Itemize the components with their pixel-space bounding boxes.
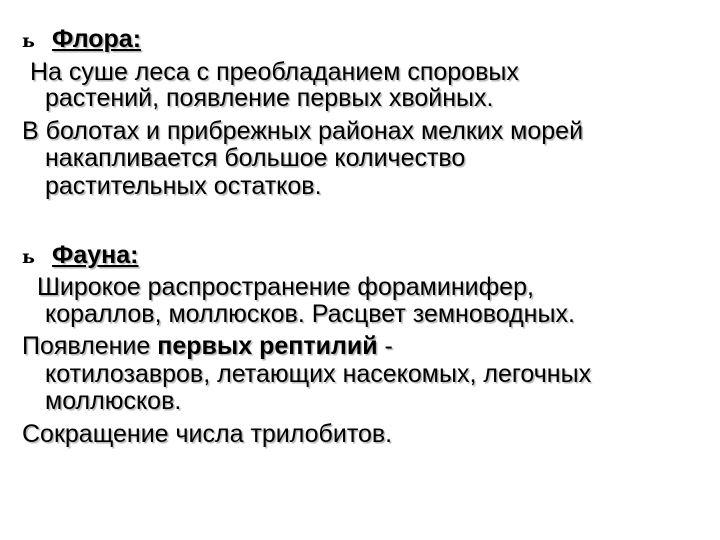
flora-paragraph-2-line-2: накапливается большое количество [45, 144, 466, 172]
flora-paragraph-1-line-1: На суше леса с преобладанием споровых [30, 58, 519, 86]
flora-paragraph-1-line-2: растений, появление первых хвойных. [45, 84, 494, 112]
flora-paragraph-2-line-1: В болотах и прибрежных районах мелких морей [22, 117, 584, 145]
fauna-paragraph-1-line-2: кораллов, моллюсков. Расцвет земноводных. [45, 300, 575, 328]
flora-heading: Флора: [52, 25, 142, 53]
bullet-icon: ь [22, 246, 35, 268]
fauna-paragraph-1-line-1: Широкое распространение фораминифер, [37, 273, 534, 301]
bullet-icon: ь [22, 30, 35, 52]
fauna-paragraph-2-line-3: моллюсков. [45, 387, 182, 415]
flora-paragraph-2-line-3: растительных остатков. [45, 172, 322, 200]
first-reptiles-emphasis: первых рептилий [157, 332, 378, 360]
fauna-paragraph-2-line-2: котилозавров, летающих насекомых, легочных [45, 360, 592, 388]
fauna-paragraph-3-line-1: Сокращение числа трилобитов. [22, 420, 393, 448]
fauna-paragraph-2-line-1 [22, 331, 712, 361]
fauna-paragraph-2-suffix: - [377, 332, 393, 360]
fauna-paragraph-2-prefix: Появление [22, 332, 158, 360]
fauna-heading: Фауна: [52, 241, 139, 269]
